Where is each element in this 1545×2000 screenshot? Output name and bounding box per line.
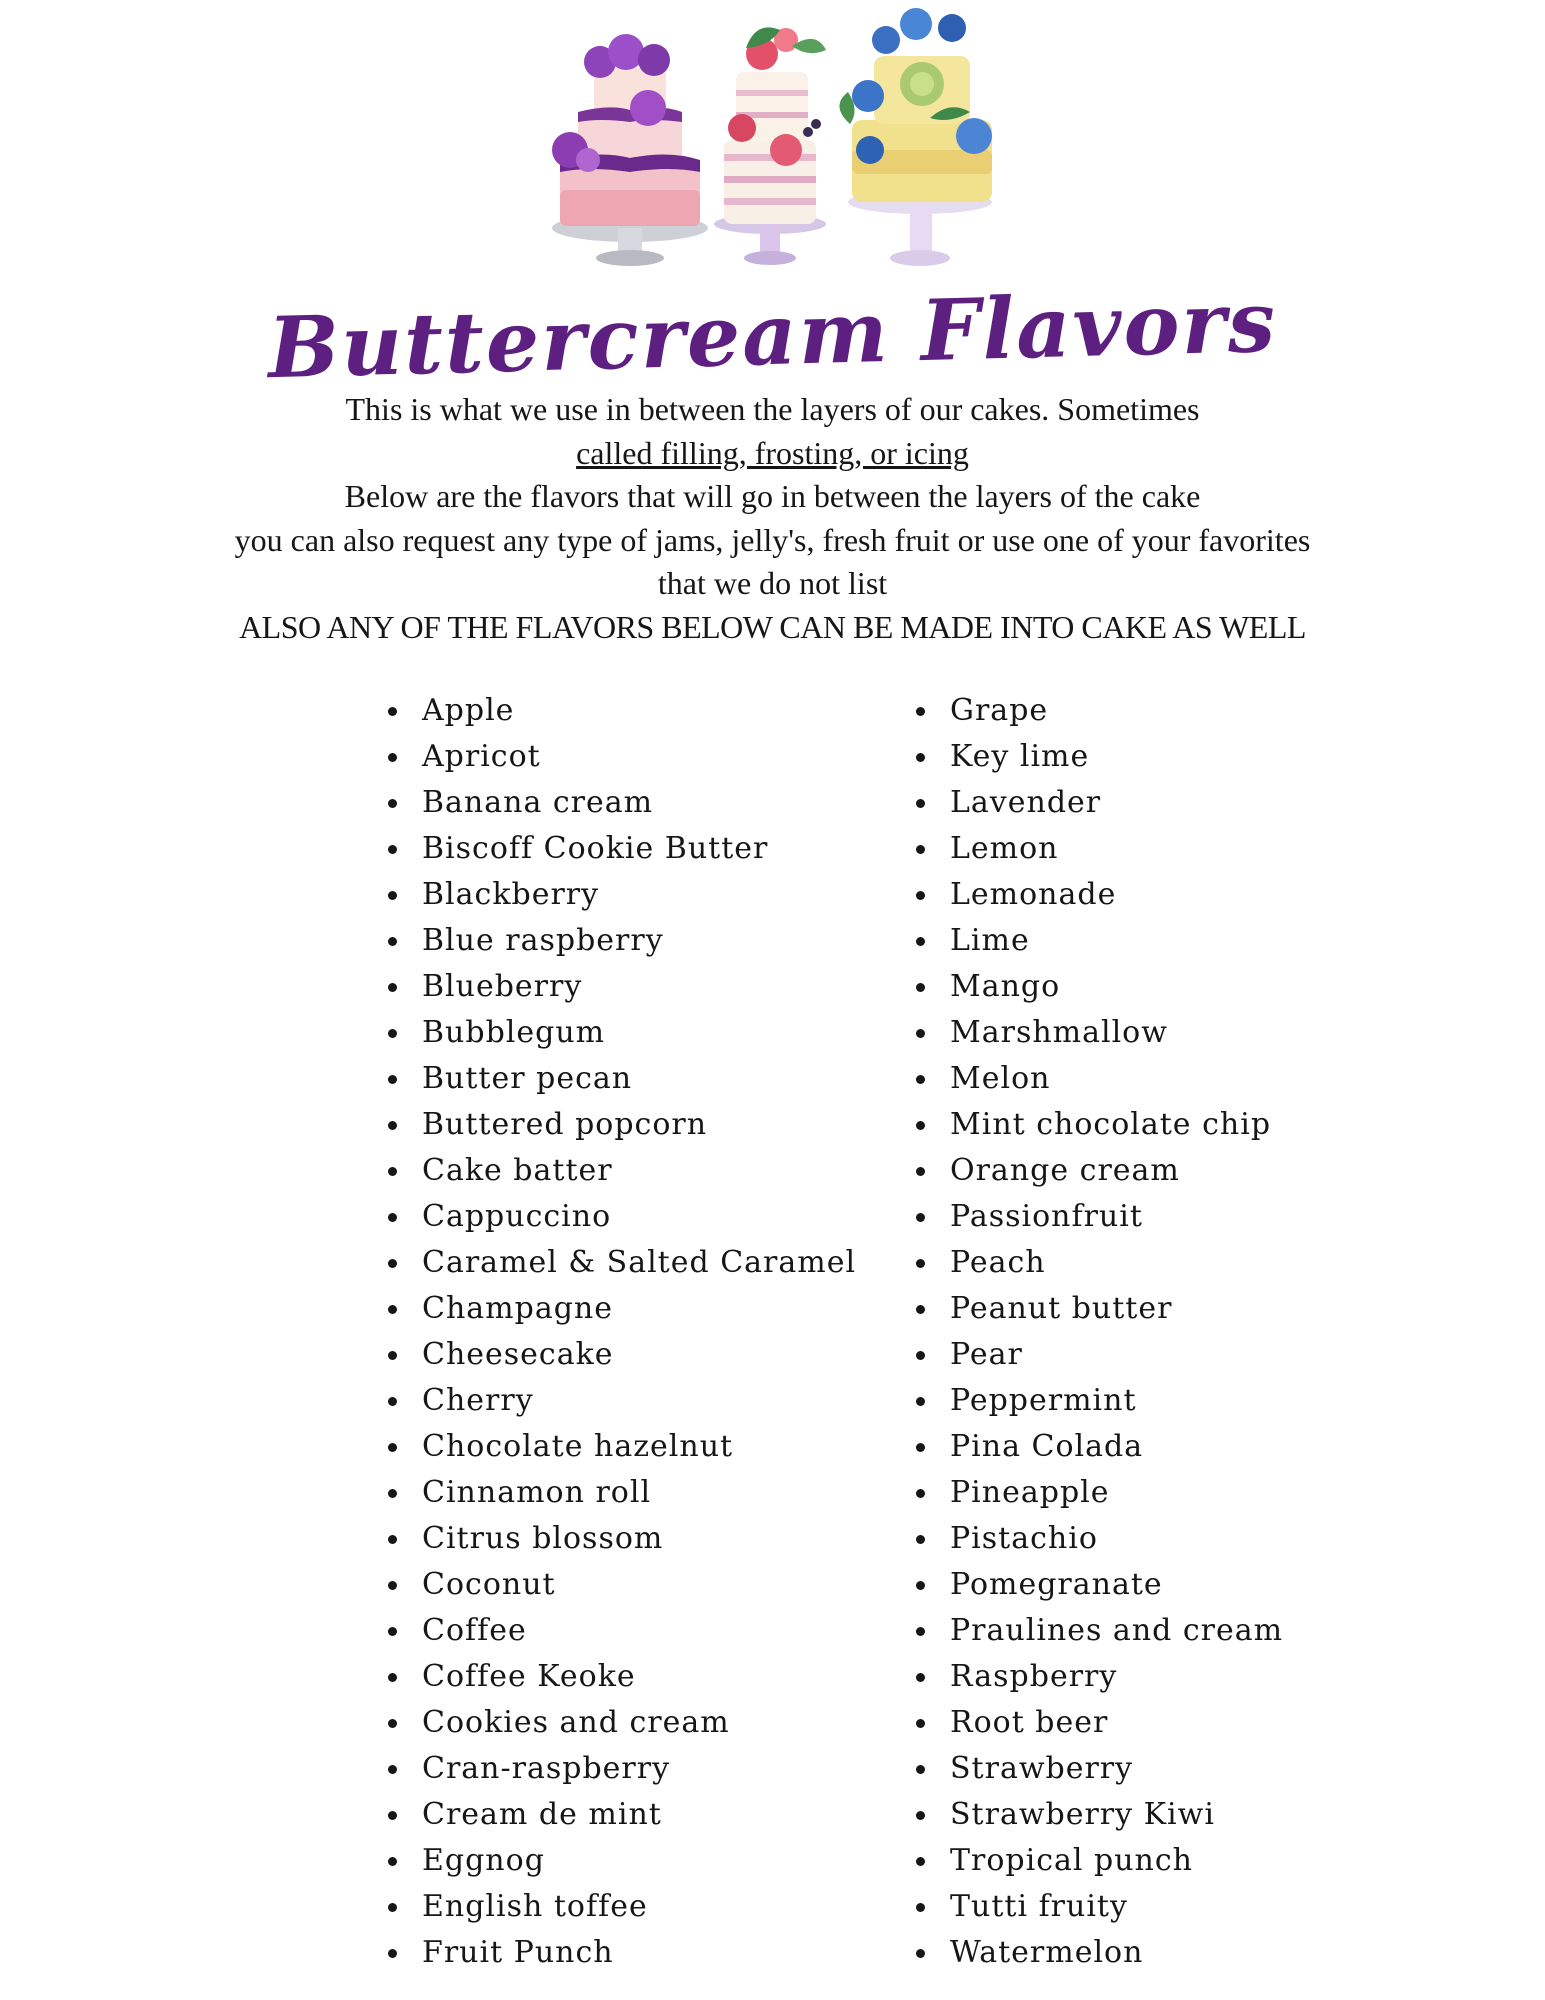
list-item [912, 780, 1283, 826]
list-item [912, 1286, 1283, 1332]
flavor-list-left [384, 688, 856, 1976]
bullet-icon [916, 1581, 925, 1590]
intro-text [0, 388, 1545, 649]
flavor-label: Pina Colada [950, 1429, 1144, 1464]
flavor-list-right [912, 688, 1283, 1976]
list-item [384, 1654, 856, 1700]
bullet-icon [388, 891, 397, 900]
intro-line-4: you can also request any type of jams, jelly's, fresh fruit or use one of your favorites [234, 521, 1311, 558]
bullet-icon [388, 1673, 397, 1682]
flavor-label: Grape [950, 693, 1049, 728]
list-item [384, 826, 856, 872]
list-item [912, 734, 1283, 780]
bullet-icon [388, 1719, 397, 1728]
flavor-label: Strawberry Kiwi [950, 1797, 1215, 1832]
list-item [384, 1102, 856, 1148]
flavor-label: Raspberry [950, 1659, 1118, 1694]
list-item [384, 1424, 856, 1470]
flavor-label: Mango [950, 969, 1061, 1004]
list-item [912, 1700, 1283, 1746]
bullet-icon [388, 845, 397, 854]
flavor-label: Key lime [950, 739, 1090, 774]
bullet-icon [388, 1857, 397, 1866]
list-item [912, 1884, 1283, 1930]
list-item [384, 688, 856, 734]
list-item [912, 1792, 1283, 1838]
flavor-label: Cinnamon roll [422, 1475, 652, 1510]
list-item [912, 688, 1283, 734]
bullet-icon [916, 1305, 925, 1314]
bullet-icon [388, 1903, 397, 1912]
flavor-label: Blueberry [422, 969, 583, 1004]
list-item [912, 1838, 1283, 1884]
list-item [384, 1470, 856, 1516]
flavor-label: Melon [950, 1061, 1051, 1096]
flavor-label: Passionfruit [950, 1199, 1143, 1234]
flavor-label: Root beer [950, 1705, 1109, 1740]
flavor-label: Lavender [950, 785, 1102, 820]
list-item [384, 1056, 856, 1102]
page-title: Buttercream Flavors [266, 271, 1279, 398]
list-item [912, 1102, 1283, 1148]
flavor-label: Pear [950, 1337, 1023, 1372]
bullet-icon [916, 1673, 925, 1682]
bullet-icon [388, 1397, 397, 1406]
flavor-label: Peppermint [950, 1383, 1137, 1418]
flavor-label: Apricot [422, 739, 541, 774]
flavor-label: Bubblegum [422, 1015, 606, 1050]
list-item [912, 1424, 1283, 1470]
list-item [912, 1056, 1283, 1102]
flavor-label: Orange cream [950, 1153, 1180, 1188]
bullet-icon [916, 1029, 925, 1038]
list-item [384, 1010, 856, 1056]
list-item [384, 1562, 856, 1608]
flavor-label: Eggnog [422, 1843, 545, 1878]
flavor-label: English toffee [422, 1889, 648, 1924]
flavor-label: Chocolate hazelnut [422, 1429, 734, 1464]
bullet-icon [388, 1121, 397, 1130]
flavor-label: Fruit Punch [422, 1935, 614, 1970]
bullet-icon [916, 1489, 925, 1498]
bullet-icon [916, 1075, 925, 1084]
flavor-label: Coffee Keoke [422, 1659, 636, 1694]
bullet-icon [916, 983, 925, 992]
intro-line-1: This is what we use in between the layers of our cakes. Sometimes [345, 391, 1200, 427]
bullet-icon [388, 1535, 397, 1544]
intro-line-6: ALSO ANY OF THE FLAVORS BELOW CAN BE MADE INTO CAKE AS WELL [239, 608, 1306, 645]
flavor-label: Lime [950, 923, 1030, 958]
list-item [912, 918, 1283, 964]
list-item [912, 1240, 1283, 1286]
flavor-label: Coffee [422, 1613, 527, 1648]
flavor-label: Pineapple [950, 1475, 1110, 1510]
intro-line-2: called filling, frosting, or icing [576, 434, 969, 471]
list-item [912, 1516, 1283, 1562]
bullet-icon [388, 1811, 397, 1820]
bullet-icon [916, 1535, 925, 1544]
flavor-label: Champagne [422, 1291, 613, 1326]
bullet-icon [916, 1351, 925, 1360]
flavor-label: Lemon [950, 831, 1059, 866]
bullet-icon [388, 1305, 397, 1314]
intro-line-5: that we do not list [657, 565, 888, 601]
list-item [384, 1792, 856, 1838]
list-item [384, 1240, 856, 1286]
bullet-icon [916, 1949, 925, 1958]
flavor-label: Peanut butter [950, 1291, 1173, 1326]
bullet-icon [916, 799, 925, 808]
bullet-icon [388, 983, 397, 992]
list-item [912, 1562, 1283, 1608]
bullet-icon [388, 1075, 397, 1084]
flavor-label: Praulines and cream [950, 1613, 1284, 1648]
list-item [384, 1700, 856, 1746]
flavor-label: Butter pecan [422, 1061, 633, 1096]
flavor-label: Buttered popcorn [422, 1107, 708, 1142]
list-item [384, 1746, 856, 1792]
flavor-label: Citrus blossom [422, 1521, 664, 1556]
bullet-icon [388, 1029, 397, 1038]
flavor-label: Pomegranate [950, 1567, 1163, 1602]
list-item [912, 1608, 1283, 1654]
list-item [384, 918, 856, 964]
flavor-label: Blackberry [422, 877, 600, 912]
flavor-label: Coconut [422, 1567, 556, 1602]
bullet-icon [916, 1259, 925, 1268]
list-item [384, 780, 856, 826]
list-item [912, 1148, 1283, 1194]
flavor-label: Mint chocolate chip [950, 1107, 1272, 1142]
bullet-icon [388, 1581, 397, 1590]
list-item [384, 872, 856, 918]
bullet-icon [916, 1167, 925, 1176]
bullet-icon [916, 891, 925, 900]
left-cake [552, 34, 708, 266]
flavor-label: Biscoff Cookie Butter [422, 831, 769, 866]
list-item [912, 1378, 1283, 1424]
flavor-label: Cake batter [422, 1153, 613, 1188]
flavor-label: Strawberry [950, 1751, 1134, 1786]
bullet-icon [916, 1811, 925, 1820]
flavor-label: Cookies and cream [422, 1705, 730, 1740]
bullet-icon [916, 1121, 925, 1130]
bullet-icon [916, 1857, 925, 1866]
bullet-icon [916, 707, 925, 716]
list-item [912, 1010, 1283, 1056]
flavor-label: Lemonade [950, 877, 1117, 912]
list-item [912, 1470, 1283, 1516]
bullet-icon [388, 1351, 397, 1360]
bullet-icon [916, 1719, 925, 1728]
flavor-label: Caramel & Salted Caramel [422, 1245, 857, 1280]
list-item [384, 1608, 856, 1654]
list-item [912, 1930, 1283, 1976]
middle-cake [714, 27, 826, 265]
list-item [384, 1332, 856, 1378]
list-item [384, 1148, 856, 1194]
bullet-icon [916, 845, 925, 854]
list-item [384, 964, 856, 1010]
flavor-label: Peach [950, 1245, 1046, 1280]
bullet-icon [916, 1397, 925, 1406]
bullet-icon [388, 1949, 397, 1958]
list-item [912, 1654, 1283, 1700]
list-item [384, 1378, 856, 1424]
list-item [912, 1194, 1283, 1240]
flavor-label: Pistachio [950, 1521, 1098, 1556]
flavor-label: Cheesecake [422, 1337, 614, 1372]
flavor-label: Tropical punch [950, 1843, 1193, 1878]
bullet-icon [916, 1903, 925, 1912]
flavor-label: Tutti fruity [950, 1889, 1128, 1924]
bullet-icon [916, 753, 925, 762]
bullet-icon [388, 753, 397, 762]
flavor-label: Cherry [422, 1383, 534, 1418]
bullet-icon [388, 1443, 397, 1452]
bullet-icon [388, 1167, 397, 1176]
flavor-label: Cappuccino [422, 1199, 612, 1234]
list-item [384, 734, 856, 780]
bullet-icon [388, 1259, 397, 1268]
intro-line-3: Below are the flavors that will go in between the layers of the cake [344, 478, 1201, 514]
bullet-icon [388, 1765, 397, 1774]
bullet-icon [388, 1627, 397, 1636]
bullet-icon [916, 1765, 925, 1774]
list-item [384, 1286, 856, 1332]
list-item [384, 1884, 856, 1930]
list-item [912, 1332, 1283, 1378]
list-item [912, 1746, 1283, 1792]
tiered-cakes-watercolor-icon [530, 0, 1010, 280]
flavor-label: Marshmallow [950, 1015, 1168, 1050]
list-item [384, 1516, 856, 1562]
flavor-label: Banana cream [422, 785, 654, 820]
bullet-icon [388, 1489, 397, 1498]
bullet-icon [388, 937, 397, 946]
bullet-icon [916, 1443, 925, 1452]
list-item [912, 826, 1283, 872]
bullet-icon [388, 707, 397, 716]
list-item [912, 872, 1283, 918]
bullet-icon [388, 799, 397, 808]
right-cake [839, 8, 992, 266]
bullet-icon [916, 1213, 925, 1222]
list-item [384, 1838, 856, 1884]
bullet-icon [916, 1627, 925, 1636]
bullet-icon [916, 937, 925, 946]
flavor-label: Apple [422, 693, 515, 728]
flavor-label: Cran-raspberry [422, 1751, 671, 1786]
bullet-icon [388, 1213, 397, 1222]
flavor-label: Blue raspberry [422, 923, 664, 958]
flavor-label: Cream de mint [422, 1797, 662, 1832]
list-item [384, 1194, 856, 1240]
list-item [384, 1930, 856, 1976]
list-item [912, 964, 1283, 1010]
flavor-label: Watermelon [950, 1935, 1144, 1970]
